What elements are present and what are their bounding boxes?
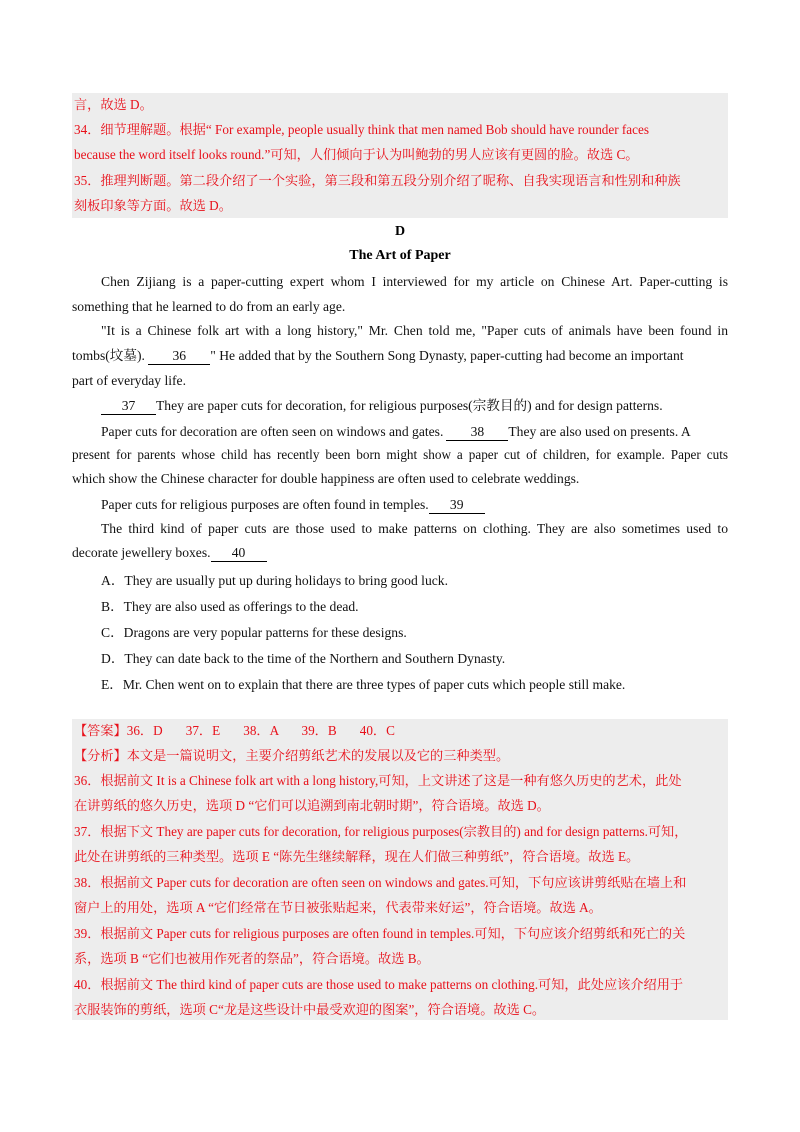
section-letter: D	[394, 224, 406, 239]
paragraph-6-line-2	[72, 544, 267, 562]
explanation-40-line1: 40．根据前文 The third kind of paper cuts are those used to make patterns on clothing.可知，此处应该介绍用于	[74, 977, 684, 992]
analysis-q34-line2: because the word itself looks round.”可知，人们倾向于认为叫鲍勃的男人应该有更圆的脸。故选 C。	[74, 147, 639, 162]
paragraph-2-text-b: " He added that by the Southern Song Dynasty, paper-cutting had become an important	[210, 348, 684, 363]
paragraph-4-text-b: They are also used on presents. A	[508, 424, 691, 439]
analysis-q35-line2: 刻板印象等方面。故选 D。	[74, 198, 232, 213]
paragraph-6-line-1: The third kind of paper cuts are those used to make patterns on clothing. They are also sometimes used to	[101, 521, 728, 536]
explanation-37-line2: 此处在讲剪纸的三种类型。选项 E “陈先生继续解释，现在人们做三种剪纸”，符合语境。故选 E。	[74, 849, 640, 864]
paragraph-5	[101, 496, 485, 514]
blank-39[interactable]: 39	[429, 497, 485, 514]
paragraph-3	[101, 397, 663, 415]
explanation-36-line2: 在讲剪纸的悠久历史，选项 D “它们可以追溯到南北朝时期”，符合语境。故选 D。	[74, 798, 550, 813]
paragraph-2-line-1: "It is a Chinese folk art with a long history," Mr. Chen told me, "Paper cuts of animals have been found in	[101, 323, 728, 338]
explanation-40-line2: 衣服装饰的剪纸，选项 C“龙是这些设计中最受欢迎的图案”，符合语境。故选 C。	[74, 1002, 546, 1017]
paragraph-1-line-1: Chen Zijiang is a paper-cutting expert whom I interviewed for my article on Chinese Art. Paper-cutting is	[101, 274, 728, 289]
paragraph-1-line-2: something that he learned to do from an early age.	[72, 299, 346, 314]
option-a[interactable]: A．They are usually put up during holidays to bring good luck.	[101, 573, 448, 588]
paragraph-4-line-2: present for parents whose child has recently been born might show a paper cut of children, for example. Paper cuts	[72, 447, 728, 462]
option-d[interactable]: D．They can date back to the time of the Northern and Southern Dynasty.	[101, 651, 506, 666]
paragraph-5-text: Paper cuts for religious purposes are often found in temples.	[101, 497, 429, 512]
analysis-line: 言，故选 D。	[74, 97, 153, 112]
option-b[interactable]: B．They are also used as offerings to the dead.	[101, 599, 359, 614]
paragraph-2-line-3: part of everyday life.	[72, 373, 186, 388]
option-c[interactable]: C．Dragons are very popular patterns for these designs.	[101, 625, 407, 640]
answer-analysis-block	[72, 719, 728, 1020]
paragraph-4-text-a: Paper cuts for decoration are often seen on windows and gates.	[101, 424, 444, 439]
explanation-38-line2: 窗户上的用处，选项 A “它们经常在节日被张贴起来，代表带来好运”，符合语境。故选 A。	[74, 900, 602, 915]
paragraph-4-line-1	[101, 423, 728, 441]
analysis-q35-line1: 35．推理判断题。第二段介绍了一个实验，第三段和第五段分别介绍了昵称、自我实现语言和性别和种族	[74, 173, 681, 188]
explanation-39-line2: 系，选项 B “它们也被用作死者的祭品”，符合语境。故选 B。	[74, 951, 430, 966]
option-e[interactable]: E．Mr. Chen went on to explain that there are three types of paper cuts which people still make.	[101, 677, 626, 692]
paragraph-2-line-2	[72, 347, 684, 365]
analysis-q34-line1: 34．细节理解题。根据“ For example, people usually think that men named Bob should have rounder faces	[74, 122, 650, 137]
paragraph-4-line-3: which show the Chinese character for double happiness are often used to celebrate weddings.	[72, 471, 580, 486]
paragraph-3-text: They are paper cuts for decoration, for religious purposes(宗教目的) and for design patterns.	[156, 398, 663, 413]
blank-38[interactable]: 38	[446, 424, 508, 441]
blank-40[interactable]: 40	[211, 545, 267, 562]
blank-37[interactable]: 37	[101, 398, 156, 415]
explanation-37-line1: 37．根据下文 They are paper cuts for decoration, for religious purposes(宗教目的) and for design patterns.可知，	[74, 824, 688, 839]
paragraph-2-text-a: tombs(坟墓).	[72, 348, 149, 363]
analysis-summary: 【分析】本文是一篇说明文，主要介绍剪纸艺术的发展以及它的三种类型。	[74, 748, 510, 763]
paragraph-6-text: decorate jewellery boxes.	[72, 545, 211, 560]
answer-line: 【答案】36．D 37．E 38．A 39．B 40．C	[74, 723, 395, 738]
blank-36[interactable]: 36	[148, 348, 210, 365]
explanation-36-line1: 36．根据前文 It is a Chinese folk art with a long history,可知，上文讲述了这是一种有悠久历史的艺术，此处	[74, 773, 682, 788]
top-analysis-block	[72, 93, 728, 218]
explanation-39-line1: 39．根据前文 Paper cuts for religious purposes are often found in temples.可知，下句应该介绍剪纸和死亡的关	[74, 926, 686, 941]
explanation-38-line1: 38．根据前文 Paper cuts for decoration are often seen on windows and gates.可知，下句应该讲剪纸贴在墙上和	[74, 875, 687, 890]
passage-title: The Art of Paper	[349, 248, 451, 263]
